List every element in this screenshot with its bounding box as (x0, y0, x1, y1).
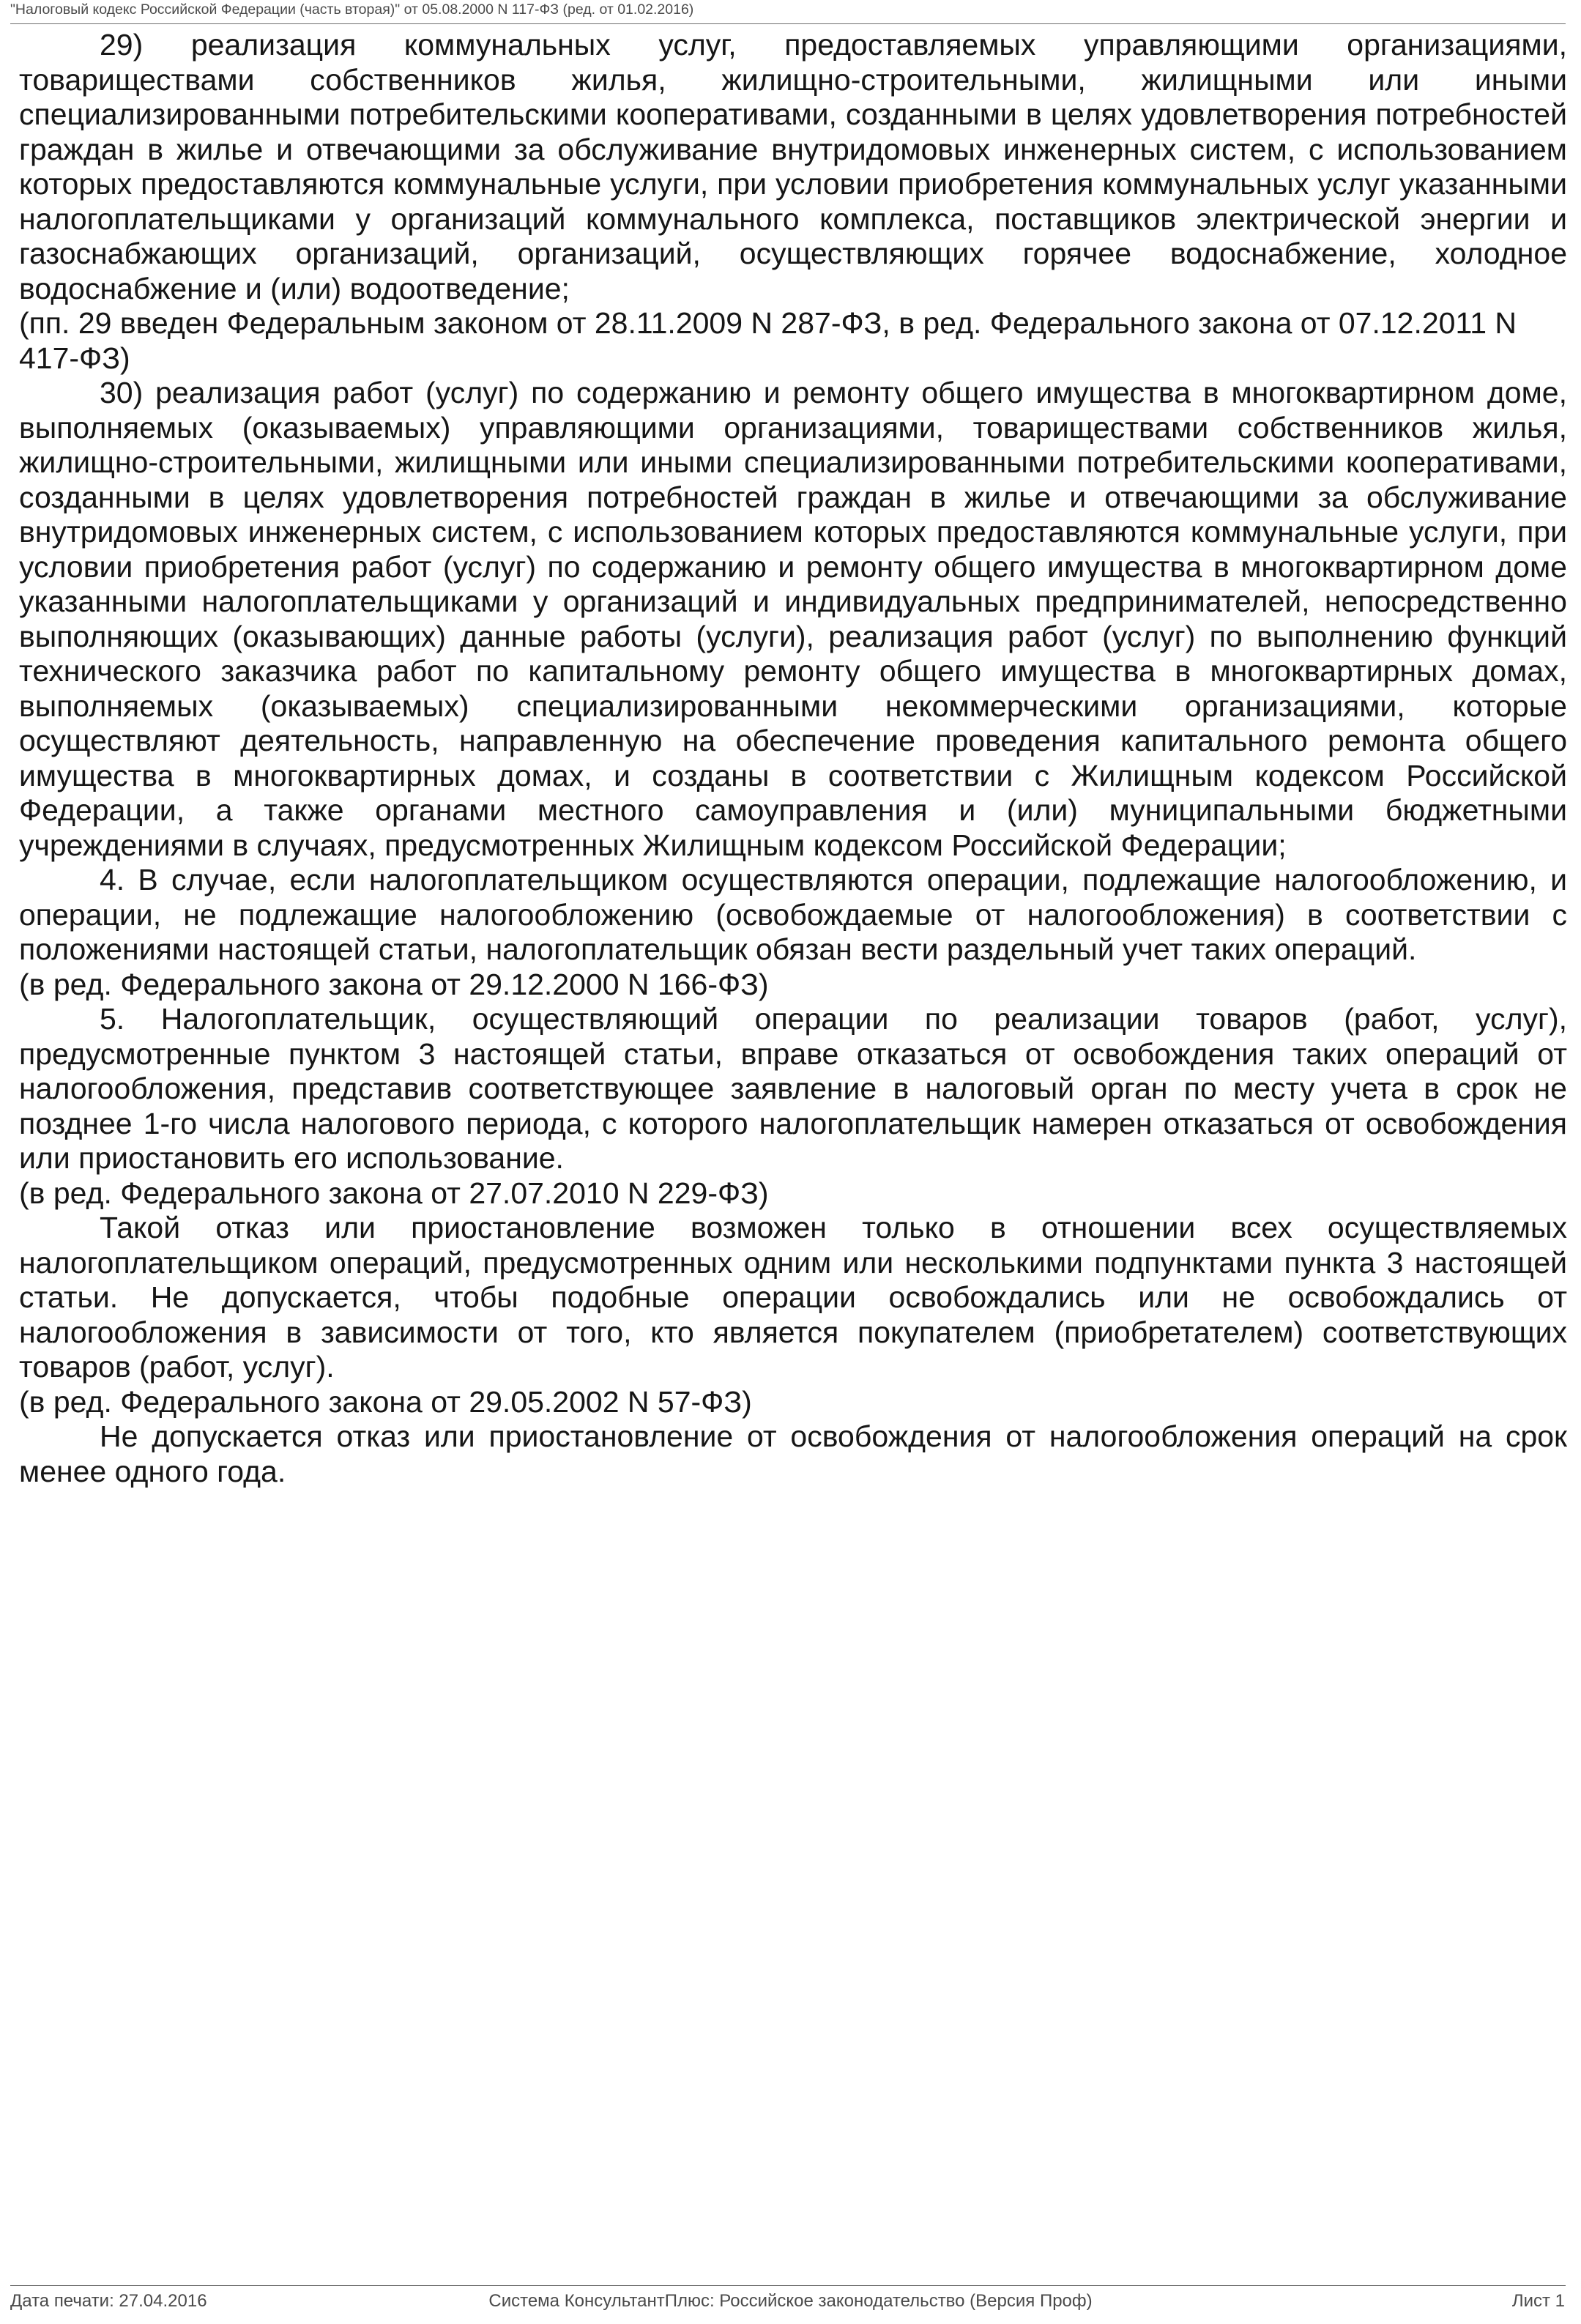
header-divider (10, 23, 1566, 24)
document-body (19, 28, 1567, 1489)
paragraph-item-4: 4. В случае, если налогоплательщиком осуществляются операции, подлежащие налогообложению, и операции, не подлежащие налогообложению (освобождаемые от налогообложения) в соответствии с положениями настоящей статьи, налогоплательщик обязан вести раздельный учет таких операций. (19, 863, 1567, 966)
amendment-note: (в ред. Федерального закона от 27.07.2010 N 229-ФЗ) (19, 1176, 769, 1210)
paragraph-minimum-term: Не допускается отказ или приостановление от освобождения от налогообложения операций на срок менее одного года. (19, 1419, 1567, 1488)
paragraph-refusal-scope: Такой отказ или приостановление возможен только в отношении всех осуществляемых налогоплательщиком операций, предусмотренных одним или несколькими подпунктами пункта 3 настоящей статьи. Не допускается, чтобы подобные операции освобождались или не освобождались от налогообложения в зависимости от того, кто является покупателем (приобретателем) соответствующих товаров (работ, услуг). (19, 1211, 1567, 1384)
sheet-number: Лист 1 (1511, 2291, 1565, 2311)
amendment-note: (в ред. Федерального закона от 29.12.2000 N 166-ФЗ) (19, 967, 769, 1001)
paragraph-item-5: 5. Налогоплательщик, осуществляющий операции по реализации товаров (работ, услуг), предусмотренные пунктом 3 настоящей статьи, вправе отказаться от освобождения таких операций от налогообложения, представив соответствующее заявление в налоговый орган по месту учета в срок не позднее 1-го числа налогового периода, с которого налогоплательщик намерен отказаться от освобождения или приостановить его использование. (19, 1002, 1567, 1175)
print-date: Дата печати: 27.04.2016 (10, 2291, 207, 2311)
amendment-note: (пп. 29 введен Федеральным законом от 28.11.2009 N 287-ФЗ, в ред. Федерального закона от 07.12.2011 N 417-ФЗ) (19, 306, 1517, 375)
footer-divider (10, 2285, 1566, 2286)
running-header: "Налоговый кодекс Российской Федерации (часть вторая)" от 05.08.2000 N 117-ФЗ (ред. от 01.02.2016) (10, 1, 694, 18)
paragraph-subitem-29: 29) реализация коммунальных услуг, предоставляемых управляющими организациями, товариществами собственников жилья, жилищно-строительными, жилищными или иными специализированными потребительскими кооперативами, созданными в целях удовлетворения потребностей граждан в жилье и отвечающими за обслуживание внутридомовых инженерных систем, с использованием которых предоставляются коммунальные услуги, при условии приобретения коммунальных услуг указанными налогоплательщиками у организаций коммунального комплекса, поставщиков электрической энергии и газоснабжающих организаций, организаций, осуществляющих горячее водоснабжение, холодное водоснабжение и (или) водоотведение; (19, 28, 1567, 305)
amendment-note: (в ред. Федерального закона от 29.05.2002 N 57-ФЗ) (19, 1384, 752, 1419)
system-name: Система КонсультантПлюс: Российское законодательство (Версия Проф) (488, 2291, 1093, 2311)
paragraph-subitem-30: 30) реализация работ (услуг) по содержанию и ремонту общего имущества в многоквартирном доме, выполняемых (оказываемых) управляющими организациями, товариществами собственников жилья, жилищно-строительными, жилищными или иными специализированными потребительскими кооперативами, созданными в целях удовлетворения потребностей граждан в жилье и отвечающими за обслуживание внутридомовых инженерных систем, с использованием которых предоставляются коммунальные услуги, при условии приобретения работ (услуг) по содержанию и ремонту общего имущества в многоквартирном доме указанными налогоплательщиками у организаций и индивидуальных предпринимателей, непосредственно выполняющих (оказывающих) данные работы (услуги), реализация работ (услуг) по выполнению функций технического заказчика работ по капитальному ремонту общего имущества в многоквартирных домах, выполняемых (оказываемых) специализированными некоммерческими организациями, которые осуществляют деятельность, направленную на обеспечение проведения капитального ремонта общего имущества в многоквартирных домах, и созданы в соответствии с Жилищным кодексом Российской Федерации, а также органами местного самоуправления и (или) муниципальными бюджетными учреждениями в случаях, предусмотренных Жилищным кодексом Российской Федерации; (19, 376, 1567, 862)
